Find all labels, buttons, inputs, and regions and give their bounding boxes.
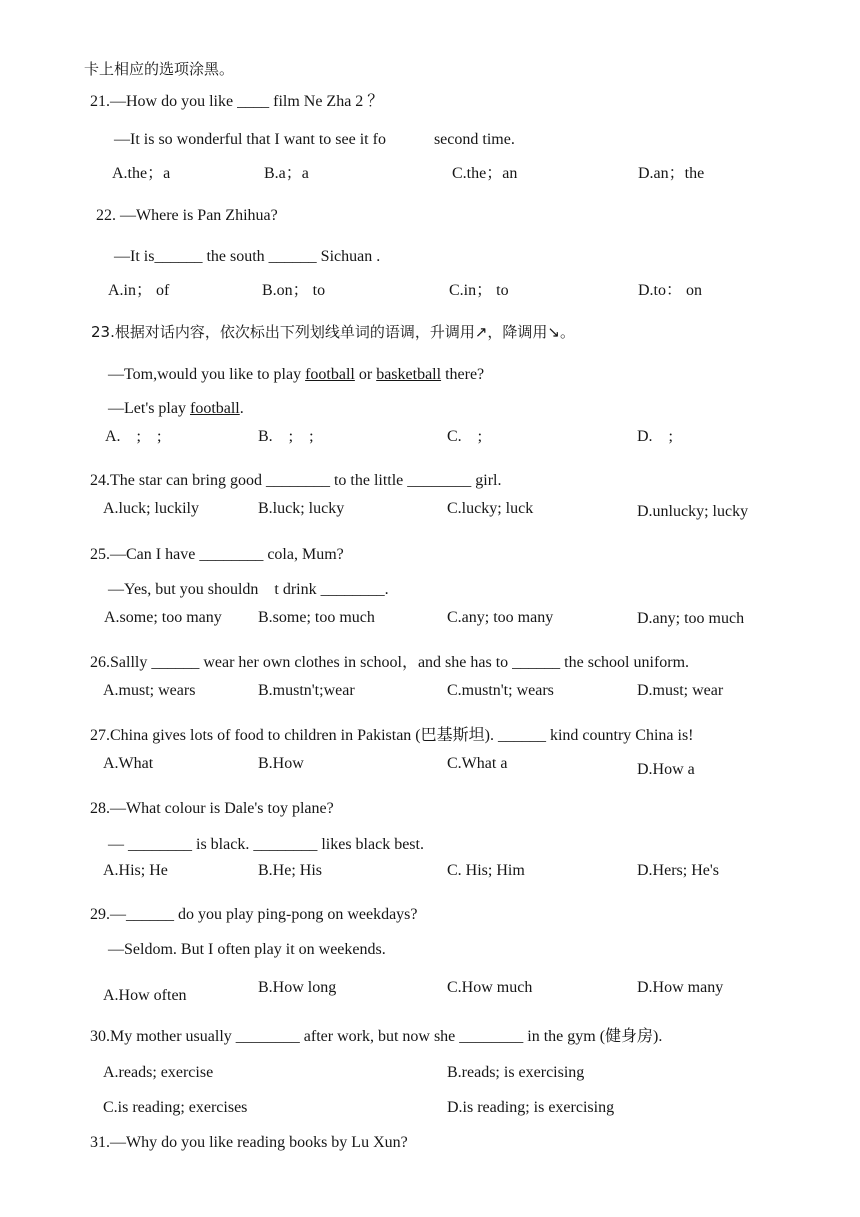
question-29-stem: 29.—______ do you play ping-pong on weekdays?	[90, 906, 418, 923]
question-29-option-b: B.How long	[258, 979, 337, 996]
question-23-dialogue-2: —Let's play football.	[108, 400, 244, 417]
question-23-option-b: B. ; ;	[258, 428, 314, 445]
question-25-option-a: A.some; too many	[104, 609, 222, 626]
question-21-stem: 21.—How do you like ____ film Ne Zha 2 ？	[90, 93, 384, 110]
question-23-option-d: D. ;	[637, 428, 674, 445]
question-27-option-d: D.How a	[637, 761, 695, 778]
question-25-option-b: B.some; too much	[258, 609, 375, 626]
question-24-stem: 24.The star can bring good ________ to the little ________ girl.	[90, 472, 502, 489]
question-29-option-d: D.How many	[637, 979, 724, 996]
question-28-option-d: D.Hers; He's	[637, 862, 719, 879]
question-28-stem: 28.—What colour is Dale's toy plane?	[90, 800, 334, 817]
question-25-option-d: D.any; too much	[637, 610, 745, 627]
question-23-option-c: C. ;	[447, 428, 483, 445]
question-24-option-a: A.luck; luckily	[103, 500, 199, 517]
question-25-reply: —Yes, but you shouldn t drink ________.	[108, 581, 389, 598]
question-31-stem: 31.—Why do you like reading books by Lu Xun?	[90, 1134, 408, 1151]
question-30-option-a: A.reads; exercise	[103, 1064, 214, 1081]
question-21-reply: —It is so wonderful that I want to see it fo second time.	[114, 131, 515, 148]
question-24-option-c: C.lucky; luck	[447, 500, 534, 517]
question-22-option-a: A.in； of	[108, 282, 170, 299]
question-23-option-a: A. ; ;	[105, 428, 162, 445]
question-28-reply: — ________ is black. ________ likes black best.	[108, 836, 424, 853]
question-22-option-b: B.on； to	[262, 282, 326, 299]
question-21-option-a: A.the；a	[112, 165, 171, 182]
question-23-dialogue-1: —Tom,would you like to play football or basketball there?	[108, 366, 485, 383]
question-29-option-c: C.How much	[447, 979, 533, 996]
question-30-option-b: B.reads; is exercising	[447, 1064, 585, 1081]
question-23-stem: 23.根据对话内容，依次标出下列划线单词的语调，升调用↗，降调用↘。	[91, 323, 575, 341]
question-22-stem: 22. —Where is Pan Zhihua?	[96, 207, 278, 224]
question-29-reply: —Seldom. But I often play it on weekends.	[108, 941, 386, 958]
question-28-option-b: B.He; His	[258, 862, 322, 879]
question-26-stem: 26.Sallly ______ wear her own clothes in school，and she has to ______ the school uniform.	[90, 654, 690, 671]
question-26-option-a: A.must; wears	[103, 682, 196, 699]
question-30-option-c: C.is reading; exercises	[103, 1099, 248, 1116]
question-29-option-a: A.How often	[103, 987, 187, 1004]
question-26-option-b: B.mustn't;wear	[258, 682, 355, 699]
question-26-option-c: C.mustn't; wears	[447, 682, 554, 699]
question-21-option-c: C.the；an	[452, 165, 518, 182]
question-24-option-b: B.luck; lucky	[258, 500, 345, 517]
question-21-option-b: B.a；a	[264, 165, 309, 182]
question-27-option-a: A.What	[103, 755, 154, 772]
question-21-option-d: D.an；the	[638, 165, 705, 182]
question-25-option-c: C.any; too many	[447, 609, 554, 626]
question-24-option-d: D.unlucky; lucky	[637, 503, 749, 520]
question-22-option-d: D.to： on	[638, 282, 703, 299]
question-27-option-c: C.What a	[447, 755, 508, 772]
question-27-stem: 27.China gives lots of food to children in Pakistan (巴基斯坦). ______ kind country China is!	[90, 727, 694, 744]
instruction-tail: 卡上相应的选项涂黑。	[84, 60, 235, 78]
question-27-option-b: B.How	[258, 755, 304, 772]
question-22-reply: —It is______ the south ______ Sichuan .	[114, 248, 381, 265]
question-22-option-c: C.in； to	[449, 282, 509, 299]
question-26-option-d: D.must; wear	[637, 682, 724, 699]
question-25-stem: 25.—Can I have ________ cola, Mum?	[90, 546, 344, 563]
question-28-option-a: A.His; He	[103, 862, 168, 879]
question-30-stem: 30.My mother usually ________ after work, but now she ________ in the gym (健身房).	[90, 1028, 663, 1045]
question-28-option-c: C. His; Him	[447, 862, 525, 879]
question-30-option-d: D.is reading; is exercising	[447, 1099, 615, 1116]
